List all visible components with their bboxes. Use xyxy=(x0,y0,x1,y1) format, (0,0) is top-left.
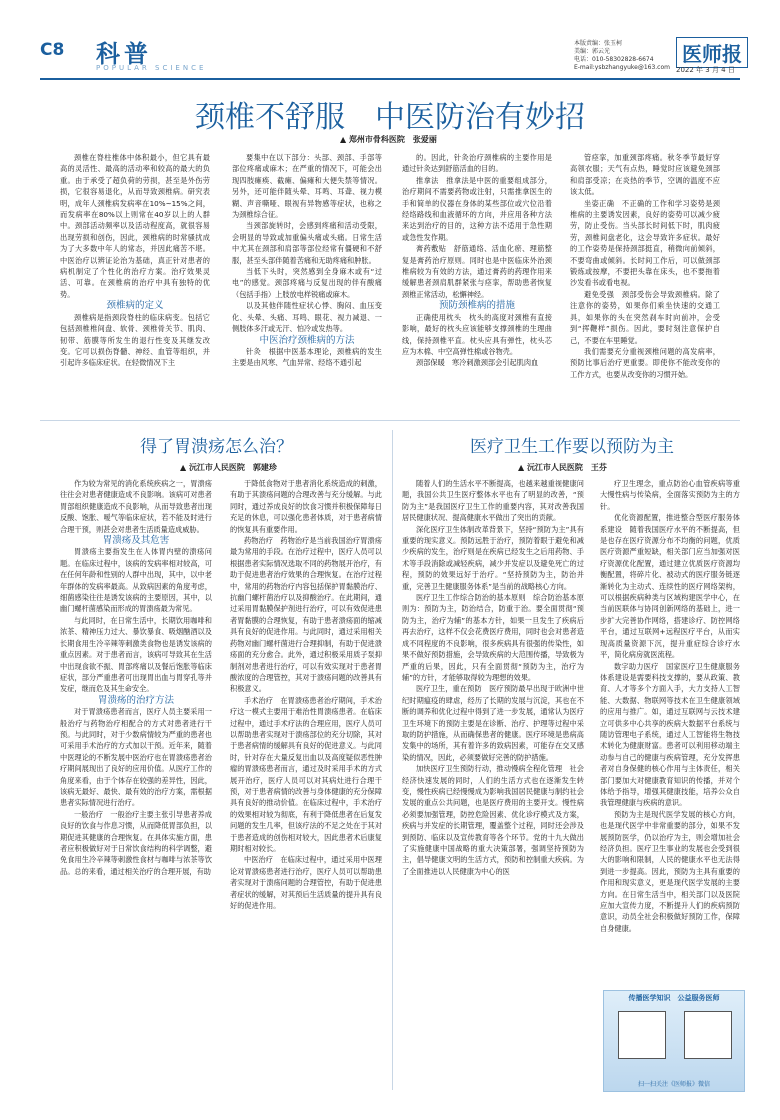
paragraph: 针灸 根据中医基本理论，颈椎病的发生主要是由风寒、气血异常、经络不通引起 xyxy=(232,346,382,368)
paragraph: 作为较为常见的消化系统疾病之一，胃溃疡往往会对患者健康造成不良影响。该病可对患者胃部组织健康造成不良影响，从而导致患者出现反酸、饱胀、嗳气等临床症状，若不能及时进行合理干预，则甚会对患者生活质量造成威胁。 xyxy=(60,479,212,534)
paragraph: 管痉挛，加重颈部疼痛。秋冬季节最好穿高领衣服；天气有点热，睡觉时应该避免颈部和肩部受凉；在炎热的季节，空调的温度不应该太低。 xyxy=(570,153,720,197)
paragraph: 颈椎病是指颈段脊柱的临床病变。包括它包括颈椎椎间盘、软骨、颈椎骨关节、肌肉、韧带、筋膜等所发生的退行性变及其继发改变。它可以损伤脊髓、神经、血管等组织，并引起许多临床症状。在轻微情况下主 xyxy=(60,312,210,368)
section-divider xyxy=(40,420,740,421)
article1-col2 xyxy=(232,152,382,414)
article3-author: ▲ 沅江市人民医院 王芬 xyxy=(518,463,607,472)
qr-code-icon xyxy=(618,1011,666,1059)
paragraph: 避免受强 颈部受伤会导致颈椎病。除了注意你的姿势，如果你们乘坐快速的交通工具，如果你的头在突然刹车时向前冲，会受到“挥鞭样”损伤。因此，要时刻注意保护自己，不要在车里睡觉。 xyxy=(570,289,720,345)
subheading: 中医治疗颈椎病的方法 xyxy=(259,334,355,346)
promo-caption: 扫一扫关注《医师报》微信 xyxy=(637,1081,710,1088)
paragraph: 与此同时，在日常生活中，长期饮用咖啡和浓茶、精神压力过大、暴饮暴食、吸烟酗酒以及长期食用生冷辛辣等刺激类食物也是诱发该病的重点因素。对于患者而言，该病可导致其在生活中出现食欲不振、胃部疼痛以及餐后饱胀等临床症状，部分严重患者可出现胃出血与胃穿孔等并发症，继而危及其生命安全。 xyxy=(60,615,212,694)
paragraph: 医疗卫生工作综合防治的基本原则 综合防治基本原则为：预防为主，防治结合，防重于治。要全面贯彻“预防为主，治疗为辅”的基本方针，如果一旦发生了疾病后再去治疗，这样不仅会花费医疗费用，同时也会对患者造成不同程度的不良影响，很多疾病具有很强的传染性，如果不做好预防措施，会导致疾病的大范围传播，导致极为严重的后果，因此，只有全面贯彻“预防为主，治疗为辅”的方针，才能够取得较为理想的效果。 xyxy=(402,593,584,682)
paragraph: 药物治疗 药物治疗是当前我国治疗胃溃疡最为常用的手段。在治疗过程中，医疗人员可以根据患者实际情况选取不同的药物展开治疗，有助于促进患者治疗效果的合理恢复。在治疗过程中，常用的药物治疗内容包括保护胃黏膜治疗、抗幽门螺杆菌治疗以及抑酸治疗。在此期间，通过采用胃黏膜保护剂进行治疗，可以有效促进患者胃黏膜的合理恢复，有助于患者溃疡面的缩减具有良好的促进作用。与此同时，通过采用相关药物对幽门螺杆菌进行合理抑制，有助于促进溃疡面的充分愈合。此外，通过积极采用质子泵抑制剂对患者进行治疗，可以有效实现对于患者胃酸浓度的合理管控，其对于溃疡问题的改善具有积极意义。 xyxy=(230,536,382,694)
paragraph: 当低下头时，突然感到全身麻木或有“过电”的感觉。颈部疼痛与反复出现的伴有酸痛（包括手指）上肢放电样锐痛或麻木。 xyxy=(232,267,382,299)
paragraph: 的。因此，针灸治疗颈椎病的主要作用是通过针灸达到舒筋活血的目的。 xyxy=(402,153,552,174)
editorial-info xyxy=(574,40,670,72)
paragraph: 手术治疗 在胃溃疡患者治疗期间，手术治疗这一模式主要用于难治性胃溃疡患者。在临床过程中，通过手术疗法的合理应用，医疗人员可以帮助患者实现对于溃疡部位的充分切除，其对于患者病情的缓解具有良好的促进意义。与此同时，针对存在大量反复出血以及高度疑似恶性肿瘤的胃溃疡患者而言，通过及时采用手术的方式展开治疗，医疗人员可以对其病灶进行合理干预，对于患者病情的改善与身体健康的充分保障具有良好的推动价值。在临床过程中，手术治疗的效果相对较为彻底，有利于降低患者在后复发问题的发生几率，但该疗法的不足之处在于其对于患者造成的创伤相对较大，因此患者术后康复期时相对较长。 xyxy=(230,695,382,853)
article3-col1 xyxy=(402,478,584,1090)
phone: 电话：010-58302828-6674 xyxy=(573,56,654,63)
paragraph: 颈椎在脊柱椎体中体积最小，但它具有最高的灵活性、最高的活动率和较高的最大的负重。由于承受了超负荷的劳损，甚至是外伤劳损，它很容易退化，从而导致颈椎病。研究表明，成年人颈椎病发病率在10%~15%之间，而发病率在80%以上则常在40岁以上的人群中。颈部活动频率以及活动程度高，就很容易出现劳损和创伤，因此，颈椎病的时常骚扰成为了大多数中年人的常态，并因此痛苦不堪。中医治疗以辨证论治为基础，真正针对患者的病机制定了个性化的治疗方案。治疗效果灵活、可靠。在颈椎病的治疗中具有独特的优势。 xyxy=(60,153,210,299)
article2-col1 xyxy=(60,478,212,1090)
qr-code-icon xyxy=(684,1011,732,1059)
email: E-mail:ysbzhangyuke@163.com xyxy=(573,64,670,71)
paragraph: 加快医疗卫生预防行动，推动慢病全程化管理 社会经济快速发展的同时，人们的生活方式也在逐渐发生转变，慢性疾病已经慢慢成为影响我国居民健康与制约社会发展的重点公共问题，也是医疗费用的主要开支。慢性病必须要加强管理，防控危险因素、优化诊疗模式及方案，疾病与并发症的长期管理，覆盖整个过程，同时还会涉及到预防、临床以及宣传教育等各个环节。党的十九大做出了实施健康中国战略的重大决策部署，强调坚持预防为主，倡导健康文明的生活方式，预防和控制重大疾病。为了全面推进以人民健康为中心的医 xyxy=(402,764,584,876)
paragraph: 坐姿正确 不正确的工作和学习姿势是颈椎病的主要诱发因素，良好的姿势可以减少疲劳，防止受伤。当头部长时间低下时，肌肉疲劳，颈椎间盘老化，这会导致许多症状。最好的工作姿势是保持颈部挺直，稍微向前倾斜，不要弯曲或倾斜。长时间工作后，可以做颈部锻炼或按摩，不要把头靠在床头，也不要拖着沙发看书或看电视。 xyxy=(570,198,720,288)
article2-title: 得了胃溃疡怎么治？ xyxy=(140,437,293,457)
article1-col1 xyxy=(60,152,210,414)
newspaper-logo: 医师报 xyxy=(676,37,748,68)
article1-col3 xyxy=(402,152,552,414)
page-number: C8 xyxy=(40,40,65,60)
section-title: 科普 xyxy=(96,39,152,68)
article2-author: ▲ 沅江市人民医院 郭建珍 xyxy=(180,463,277,472)
paragraph: 中医治疗 在临床过程中，通过采用中医理论对胃溃疡患者进行治疗，医疗人员可以帮助患者实现对于溃疡问题的合理管控，有助于促进患者症状的缓解，对其预后生活质量的提升具有良好的促进作用。 xyxy=(230,855,382,911)
promo-banner xyxy=(603,990,745,1092)
paragraph: 正确使用枕头 枕头的高度对颈椎有直接影响，最好的枕头应该能够支撑颈椎的生理曲线，保持颈椎平直。枕头应具有弹性，枕头芯应为木棉、中空高弹性棉或谷物壳。 xyxy=(402,312,552,356)
paragraph: 医疗卫生，重在预防 医疗预防最早出现于欧洲中世纪时期瘟疫的肆虐，经历了长期的发展与沉淀，其也在不断的调养和优化过程中得到了进一步发展，通常认为医疗卫生环境下的预防主要是在诊断、治疗、护理等过程中采取的防护措施，从而确保患者的健康。医疗环境是患病高发集中的场所，其有着许多的致病因素，可能存在交叉感染的情况，因此，必须要做好完善的防护措施。 xyxy=(402,684,584,762)
paragraph: 我们需要充分重视颈椎问题的高发病率，预防比事后治疗更重要。即使你不能改变你的工作方式，也要从改变你的习惯开始。 xyxy=(570,346,720,379)
article1-author: ▲ 郑州市骨科医院 张爱丽 xyxy=(340,135,437,144)
paragraph: 疗卫生理念，重点防治心血管疾病等重大慢性病与传染病，全面落实预防为主的方针。 xyxy=(600,479,740,511)
paragraph: 一般治疗 一般治疗主要主张引导患者养成良好的饮食与作息习惯，从而降低胃部负担，以期促进其健康的合理恢复。在具体实施方面，患者应积极做好对于日常饮食结构的科学调整，避免食用生冷辛辣等刺激性食材与咖啡与浓茶等饮品。总的来看，通过相关治疗的合理开展，有助 xyxy=(60,809,212,876)
paragraph: 胃溃疡主要指发生在人体胃内壁的溃疡问题。在临床过程中，该病的发病率相对较高，可在任何年龄和性别的人群中出现，其中，以中老年群体的发病率最高。从致病因素的角度考虑，细菌感染往往是诱发该病的主要原因，其中，以幽门螺杆菌感染而形成的胃溃疡最为常见。 xyxy=(60,547,212,614)
paragraph: 膏药敷贴 舒筋通络、活血化瘀、理筋整复是膏药治疗原则。同时也是中医临床外治颈椎病较为有效的方法，通过膏药的药理作用来缓解患者颈肩肌群紧张与痉挛，帮助患者恢复颈椎正常活动，松懈神经。 xyxy=(402,244,552,299)
section-title-en: POPULAR SCIENCE xyxy=(96,64,207,72)
paragraph: 随着人们的生活水平不断提高，也越来越重视健康问题，我国公共卫生医疗整体水平也有了明显的改善，“预防为主”是我国医疗卫生工作的重要内容，其对改善我国居民健康状况、提高健康水平做出了突出的贡献。 xyxy=(402,479,584,523)
paragraph: 要集中在以下部分：头部、颈部、手部等部位疼痛或麻木；在严重的情况下，可能会出现四肢瘫痪、截瘫、偏瘫和大便失禁等情况。另外，还可能伴随头晕、耳鸣、耳聋、视力模糊、声音嘶哑、眼视有异物感等症状，也称之为颈椎综合征。 xyxy=(232,153,382,220)
article1-title: 颈椎不舒服 中医防治有妙招 xyxy=(195,100,585,135)
paragraph: 优化资源配置，推进整合型医疗服务体系建设 随着我国医疗水平的不断提高，但是也存在医疗资源分布不均衡的问题，优质医疗资源严重短缺，相关部门应当加强对医疗资源优化配置，通过建立优质医疗资源均衡配置，将碎片化、被动式的医疗服务链逐渐转化为主动式、连续性的医疗网络架构，可以根据疾病种类与区域构建医学中心，在当前医联体与协同创新网络的基础上，进一步扩大完善协作网络，搭建诊疗、防控网络平台，通过互联网+远程医疗平台，从而实现高质量资源下沉，提升重症综合诊疗水平，简化病房就医流程。 xyxy=(600,513,740,660)
promo-slogan: 传播医学知识 公益服务医师 xyxy=(628,994,720,1002)
paragraph: 对于胃溃疡患者而言，医疗人员主要采用一般治疗与药物治疗相配合的方式对患者进行干预。与此同时，对于少数病情较为严重的患者也可采用手术治疗的方式加以干预。近年来，随着中医理论的不断发展中医治疗也在胃溃疡患者治疗期间展现出了良好的应用价值。从医疗工作的角度来看，由于个体存在较强的差异性，因此，该病无最好、最快、最有效的治疗方案，需根据患者实际情况进行治疗。 xyxy=(60,707,212,808)
column-divider xyxy=(392,430,393,1090)
header-rule xyxy=(40,78,740,80)
subheading: 胃溃疡的治疗方法 xyxy=(97,694,174,706)
article1-col4 xyxy=(570,152,720,414)
issue-date: 2022 年 3 月 4 日 xyxy=(676,66,735,74)
subheading: 预防颈椎病的措施 xyxy=(438,300,515,312)
paragraph: 以及其他伴随性症状心悸、胸闷、血压变化、头晕、头痛、耳鸣、眼花、视力减退、一侧肢体多汗或无汗、怕冷或发热等。 xyxy=(232,301,382,334)
paragraph: 颈部保暖 寒冷刺激颈部会引起肌肉血 xyxy=(416,358,539,368)
subheading: 胃溃疡及其危害 xyxy=(102,535,170,547)
designer: 美编：郭云光 xyxy=(573,48,610,55)
paragraph: 于降低食物对于患者消化系统造成的刺激，有助于其溃疡问题的合理改善与充分缓解。与此同时，通过养成良好的饮食习惯并积极保障每日充足的休息，可以强化患者体质，对于患者病情的恢复具有重要作用。 xyxy=(230,479,382,534)
page-header xyxy=(0,0,780,80)
paragraph: 预防为主是现代医学发展的核心方向，也是现代医学中非常重要的部分，如果不发展预防医学，仍以治疗为主，则会增加社会经济负担。医疗卫生事业的发展也会受到很大的影响和限制，人民的健康水平也无法得到进一步提高。因此，预防为主具有重要的作用和现实意义，更是现代医学发展的主要方向。在日常生活当中，相关部门以及医院应加大宣传力度，不断提升人们的疾病预防意识，动员全社会积极做好预防工作，保障自身健康。 xyxy=(600,809,740,933)
article3-col2 xyxy=(600,478,740,984)
paragraph: 当颈部旋转时，会感到疼痛和活动受限，会明显的导致或加重偏头痛或头痛。日常生活中尤其在颈部和肩部等部位经常有僵硬和不舒服，甚至头部伴随着苦痛和无助疼痛和肿胀。 xyxy=(232,221,382,265)
subheading: 颈椎病的定义 xyxy=(106,300,164,312)
paragraph: 深化医疗卫生体制改革背景下，坚持“预防为主”具有重要的现实意义。预防远胜于治疗，预防着眼于避免和减少疾病的发生，治疗则是在疾病已经发生之后用药物、手术等手段消除或减轻疾病，减少并发症以及避免死亡的过程，预防的效果远好于治疗。“坚持预防为主，防治并重，完善卫生健康服务体系”是当前的战略核心方向。 xyxy=(402,524,584,591)
article3-title: 医疗卫生工作要以预防为主 xyxy=(470,437,674,457)
paragraph: 数字助力医疗 国家医疗卫生健康服务体系建设是需要科技支撑的，要从政策、教育、人才等多个方面入手，大力支持人工智能、大数据、物联网等技术在卫生健康领域的应用与推广。如，通过互联网与云技术建立可供多中心共享的疾病大数据平台系统与随访管理电子系统，通过人工智能将生物技术转化为健康财富。患者可以利用移动端主动参与自己的健康与疾病管理，充分发挥患者对自身保健的核心作用与主体责任，相关部门要加大对健康教育知识的传播，并对个体给予指导，增强其健康技能，培养公众自我管理健康与疾病的意识。 xyxy=(600,661,740,808)
editor: 本版责编：张玉柯 xyxy=(573,40,622,47)
paragraph: 推拿法 推拿法是中医的重要组成部分，治疗期间不需要药物或注射，只需推拿医生的手和简单的仪器在身体的某些部位或穴位沿着经络路线和血液循环的方向，并应用各种方法来达到治疗的目的，这种方法不适用于急性期或急性发作期。 xyxy=(402,175,552,242)
article2-col2 xyxy=(230,478,382,1090)
